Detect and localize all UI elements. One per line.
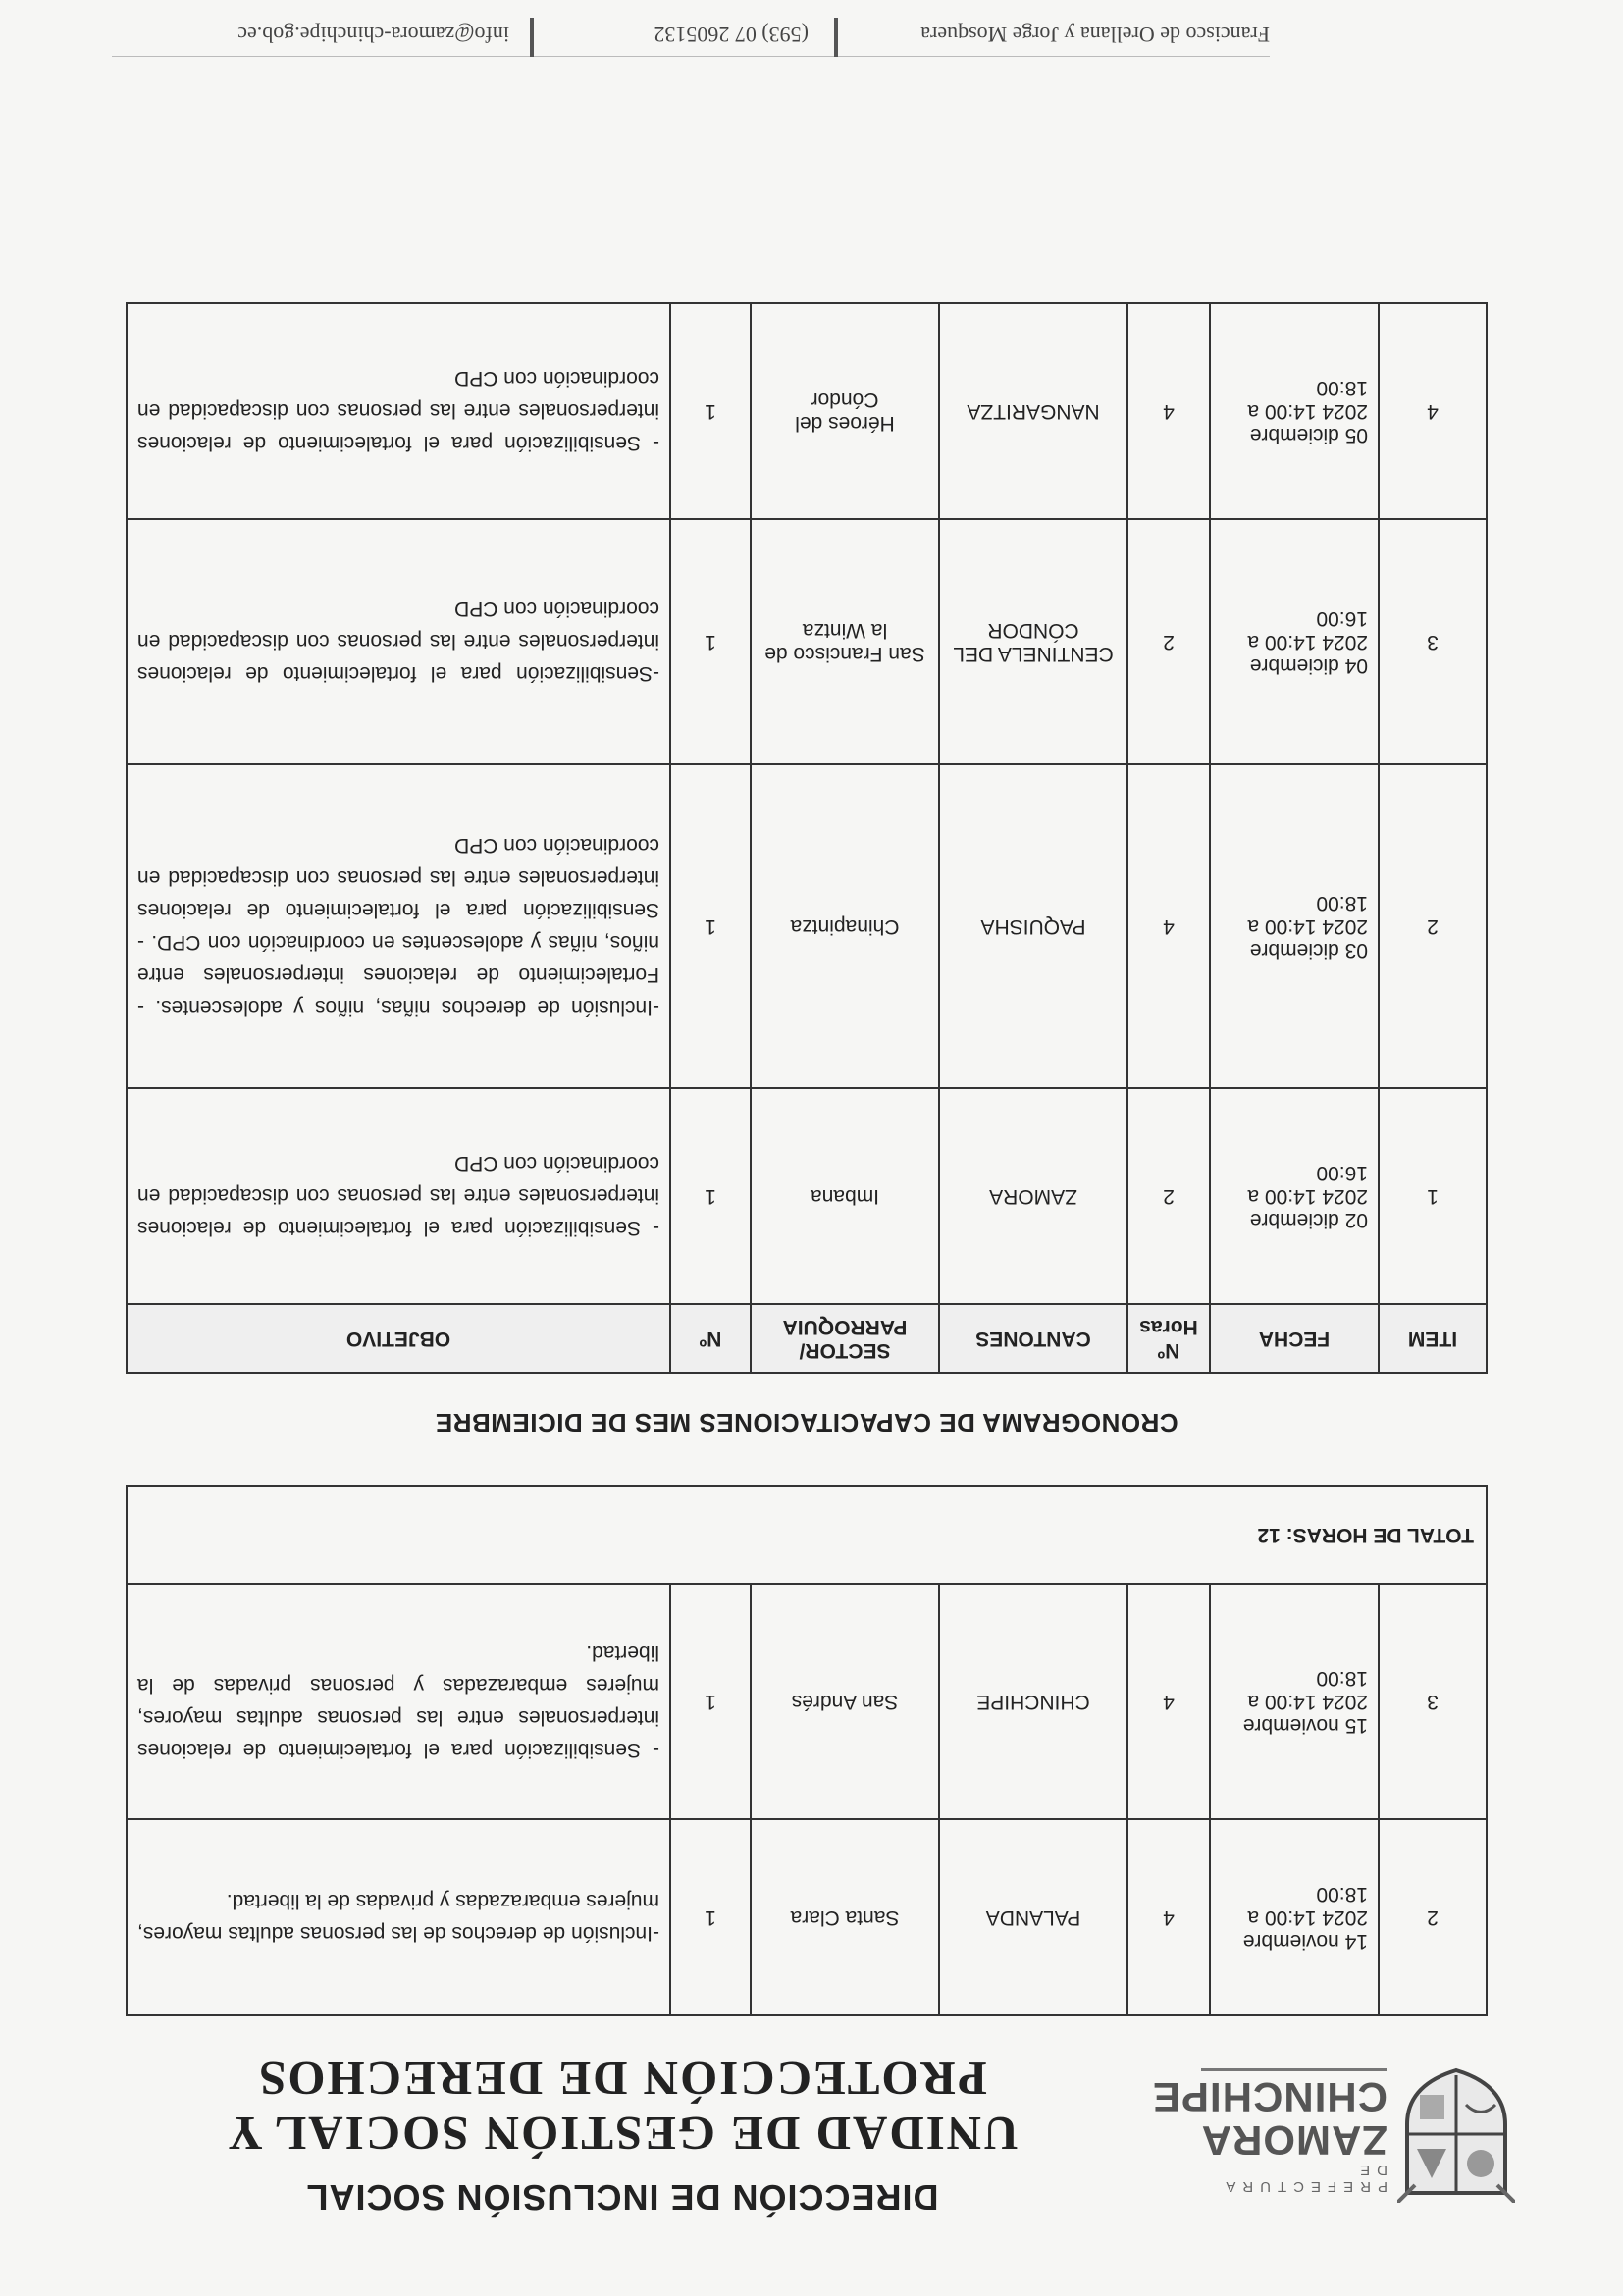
item-cell: 3 — [1379, 1584, 1487, 1819]
date-cell: 05 diciembre 2024 14:00 a 18:00 — [1210, 303, 1379, 519]
date-cell: 14 noviembre 2024 14:00 a 18:00 — [1210, 1819, 1379, 2015]
shield-icon — [1397, 2065, 1515, 2203]
november-schedule-table — [126, 1485, 1488, 2016]
logo-line2: CHINCHIPE — [1151, 2074, 1387, 2120]
sector-cell: San Andrés — [751, 1584, 939, 1819]
hours-cell: 2 — [1127, 1088, 1210, 1304]
total-row — [127, 1486, 1487, 1584]
hours-cell: 4 — [1127, 1819, 1210, 2015]
objective-cell: - Sensibilización para el fortalecimiento de relaciones interpersonales entre las personas con discapacidad en coordinación con CPD — [127, 303, 670, 519]
header-item: ITEM — [1379, 1304, 1487, 1373]
num-cell: 1 — [670, 764, 751, 1088]
canton-cell: CHINCHIPE — [939, 1584, 1127, 1819]
sector-cell: Imbana — [751, 1088, 939, 1304]
hours-cell: 4 — [1127, 764, 1210, 1088]
prefecture-logo — [1151, 2065, 1515, 2203]
sector-cell: Héroes del Cóndor — [751, 303, 939, 519]
objective-cell: -Inclusión de derechos de las personas adultas mayores, mujeres embarazadas y privadas de la libertad. — [127, 1819, 670, 2015]
table-row — [127, 303, 1487, 519]
table-row — [127, 1819, 1487, 2015]
canton-cell: NANGARITZA — [939, 303, 1127, 519]
item-cell: 4 — [1379, 303, 1487, 519]
footer-address: Francisco de Orellana y Jorge Mosquera — [920, 23, 1270, 47]
date-cell: 15 noviembre 2024 14:00 a 18:00 — [1210, 1584, 1379, 1819]
header-objective: OBJETIVO — [127, 1304, 670, 1373]
objective-cell: -Inclusión de derechos niñas, niños y adolescentes. -Fortalecimiento de relaciones interpersonales entre niños, niñas y adolescentes en coordinación con CPD. -Sensibilización para el fortalecimiento de relaciones interpersonales entre las personas con discapacidad en coordinación con CPD — [127, 764, 670, 1088]
num-cell: 1 — [670, 1819, 751, 2015]
sector-cell: Chinapintza — [751, 764, 939, 1088]
num-cell: 1 — [670, 1088, 751, 1304]
header-hours: Nº Horas — [1127, 1304, 1210, 1373]
table-header-row — [127, 1304, 1487, 1373]
footer-separator — [530, 18, 534, 57]
num-cell: 1 — [670, 1584, 751, 1819]
december-schedule-table — [126, 302, 1488, 1374]
logo-rule — [1201, 2068, 1387, 2071]
direction-title: DIRECCIÓN DE INCLUSIÓN SOCIAL — [305, 2177, 939, 2218]
item-cell: 2 — [1379, 1819, 1487, 2015]
item-cell: 1 — [1379, 1088, 1487, 1304]
unit-title-line1: UNIDAD DE GESTIÓN SOCIAL Y — [226, 2107, 1019, 2161]
sector-cell: San Francisco de la Wintza — [751, 519, 939, 764]
num-cell: 1 — [670, 303, 751, 519]
table-row — [127, 1088, 1487, 1304]
canton-cell: CENTINELA DEL CÓNDOR — [939, 519, 1127, 764]
footer-separator — [834, 18, 838, 57]
canton-cell: ZAMORA — [939, 1088, 1127, 1304]
item-cell: 3 — [1379, 519, 1487, 764]
date-cell: 04 diciembre 2024 14:00 a 16:00 — [1210, 519, 1379, 764]
footer-email: info@zamora-chinchipe.gob.ec — [237, 23, 509, 47]
objective-cell: - Sensibilización para el fortalecimiento de relaciones interpersonales entre las personas adultas mayores, mujeres embarazadas y personas privadas de la libertad. — [127, 1584, 670, 1819]
footer-phone: (593) 07 2605132 — [654, 23, 809, 47]
hours-cell: 4 — [1127, 1584, 1210, 1819]
date-cell: 02 diciembre 2024 14:00 a 16:00 — [1210, 1088, 1379, 1304]
sector-cell: Santa Clara — [751, 1819, 939, 2015]
total-hours: TOTAL DE HORAS: 12 — [127, 1486, 1487, 1584]
footer-rule — [112, 56, 1270, 57]
canton-cell: PAQUISHA — [939, 764, 1127, 1088]
date-cell: 03 diciembre 2024 14:00 a 18:00 — [1210, 764, 1379, 1088]
hours-cell: 4 — [1127, 303, 1210, 519]
december-schedule-title: CRONOGRAMA DE CAPACITACIONES MES DE DICIEMBRE — [435, 1408, 1178, 1437]
item-cell: 2 — [1379, 764, 1487, 1088]
table-row — [127, 1584, 1487, 1819]
logo-pretitle: PREFECTURA DE — [1220, 2162, 1387, 2195]
table-row — [127, 519, 1487, 764]
objective-cell: -Sensibilización para el fortalecimiento de relaciones interpersonales entre las personas con discapacidad en coordinación con CPD — [127, 519, 670, 764]
canton-cell: PALANDA — [939, 1819, 1127, 2015]
hours-cell: 2 — [1127, 519, 1210, 764]
header-titles — [82, 2051, 1162, 2218]
unit-title-line2: PROTECCIÓN DE DERECHOS — [257, 2052, 987, 2106]
header-num: Nº — [670, 1304, 751, 1373]
header-sector: SECTOR/ PARROQUIA — [751, 1304, 939, 1373]
logo-line1: ZAMORA — [1200, 2117, 1387, 2164]
header-date: FECHA — [1210, 1304, 1379, 1373]
objective-cell: - Sensibilización para el fortalecimiento de relaciones interpersonales entre las personas con discapacidad en coordinación con CPD — [127, 1088, 670, 1304]
table-row — [127, 764, 1487, 1088]
num-cell: 1 — [670, 519, 751, 764]
header-canton: CANTONES — [939, 1304, 1127, 1373]
